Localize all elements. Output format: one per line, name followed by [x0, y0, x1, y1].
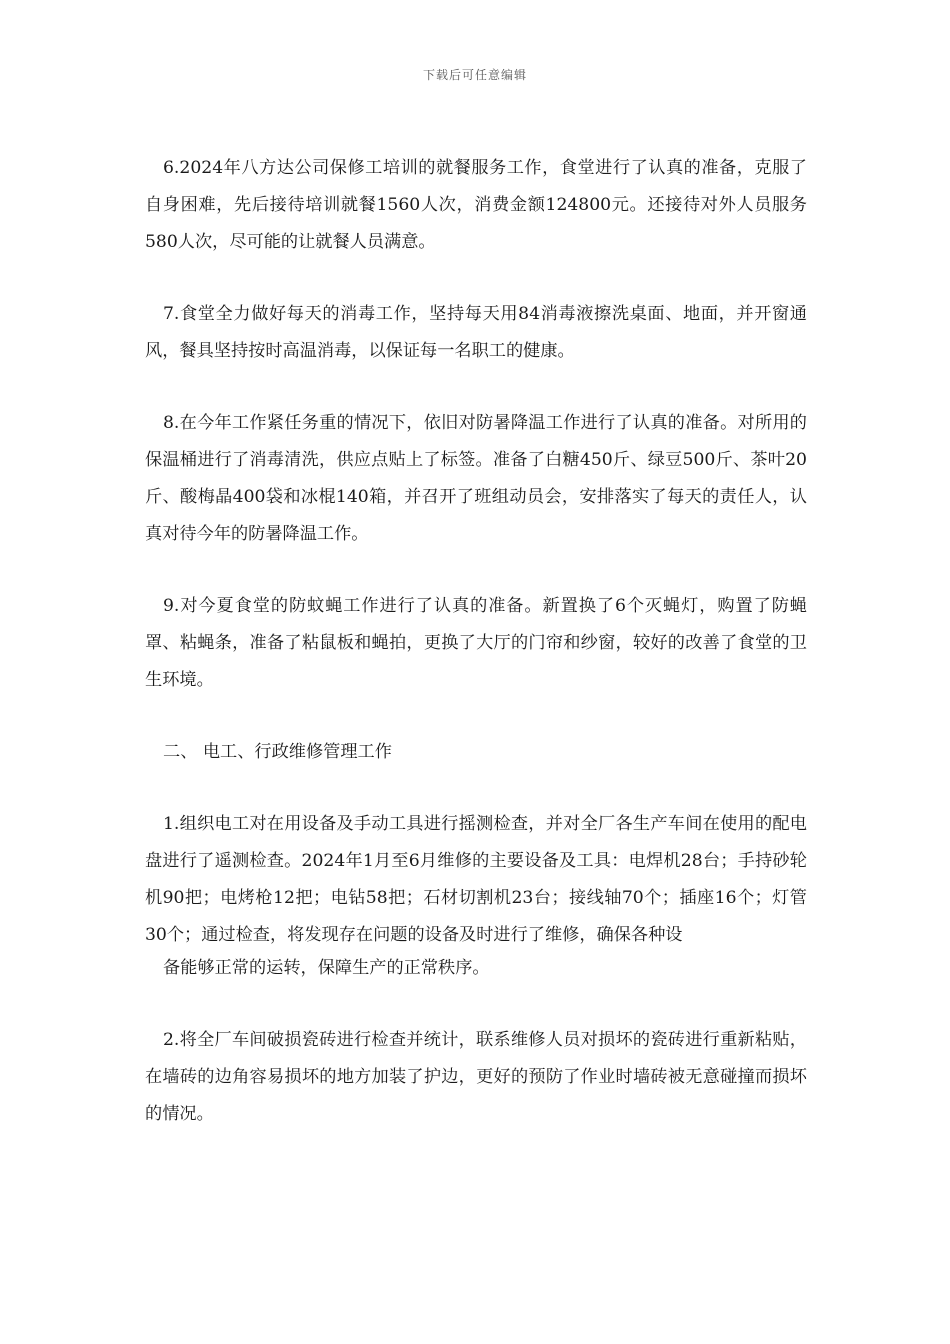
paragraph-9: 9.对今夏食堂的防蚊蝇工作进行了认真的准备。新置换了6个灭蝇灯，购置了防蝇罩、粘蝇条，准备了粘鼠板和蝇拍，更换了大厅的门帘和纱窗，较好的改善了食堂的卫生环境。: [145, 596, 807, 690]
paragraph-6: 6.2024年八方达公司保修工培训的就餐服务工作，食堂进行了认真的准备，克服了自身困难，先后接待培训就餐1560人次，消费金额124800元。还接待对外人员服务580人次，尽可能的让就餐人员满意。: [145, 158, 807, 252]
paragraph-7: 7.食堂全力做好每天的消毒工作，坚持每天用84消毒液擦洗桌面、地面，并开窗通风，餐具坚持按时高温消毒，以保证每一名职工的健康。: [145, 304, 807, 361]
section-paragraph-2: 2.将全厂车间破损瓷砖进行检查并统计，联系维修人员对损坏的瓷砖进行重新粘贴，在墙砖的边角容易损坏的地方加装了护边，更好的预防了作业时墙砖被无意碰撞而损坏的情况。: [145, 1030, 807, 1124]
section-paragraph-1: 1.组织电工对在用设备及手动工具进行摇测检查，并对全厂各生产车间在使用的配电盘进行了遥测检查。2024年1月至6月维修的主要设备及工具：电焊机28台；手持砂轮机90把；电烤枪12把；电钻58把；石材切割机23台；接线轴70个；插座16个；灯管30个；通过检查，将发现存在问题的设备及时进行了维修，确保各种设: [145, 814, 807, 945]
document-body: [145, 150, 807, 1168]
section-paragraph-1-continued: 备能够正常的运转，保障生产的正常秩序。: [163, 958, 490, 978]
section-heading: 二、 电工、行政维修管理工作: [163, 742, 392, 762]
page-header: 下载后可任意编辑: [422, 68, 527, 82]
paragraph-8: 8.在今年工作紧任务重的情况下，依旧对防暑降温工作进行了认真的准备。对所用的保温桶进行了消毒清洗，供应点贴上了标签。准备了白糖450斤、绿豆500斤、茶叶20斤、酸梅晶400袋和冰棍140箱，并召开了班组动员会，安排落实了每天的责任人，认真对待今年的防暑降温工作。: [145, 413, 807, 544]
